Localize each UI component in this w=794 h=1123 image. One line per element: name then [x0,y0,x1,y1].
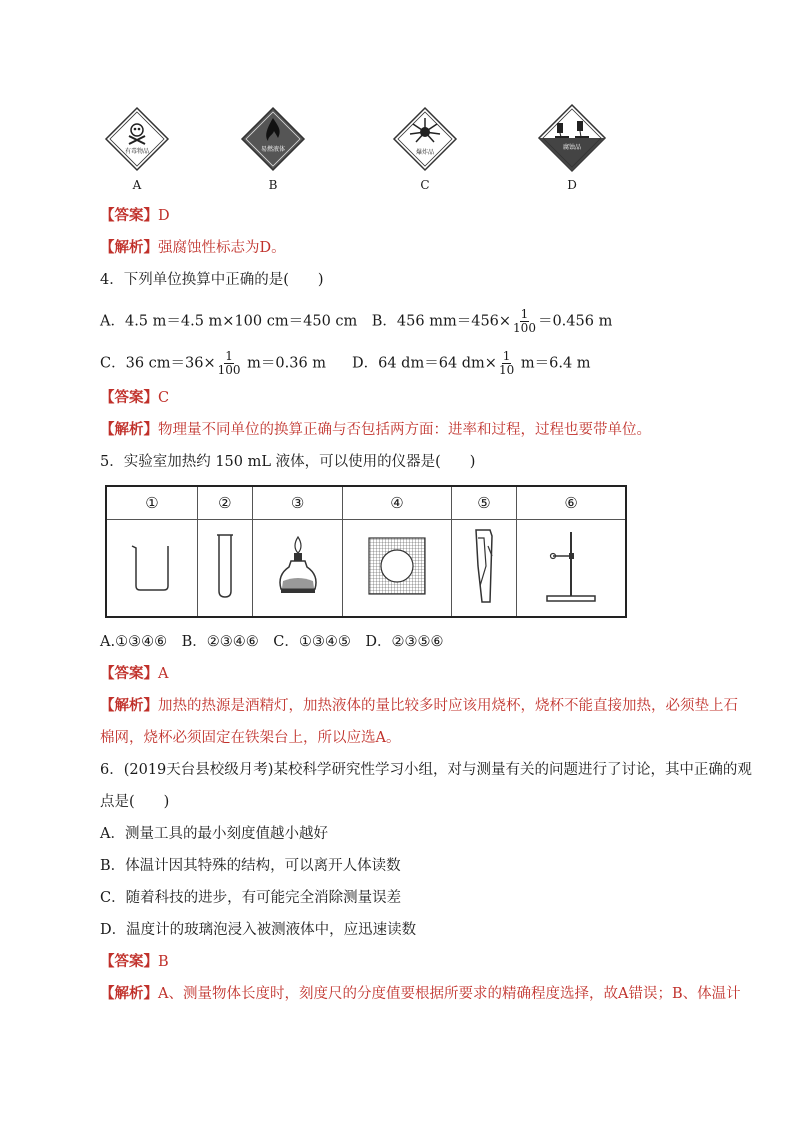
alcohol-lamp-icon [273,531,323,601]
q4-option-c: C．36 cm＝36× $\frac{1}{100}$ m＝0.36 m [100,349,327,377]
instrument-cell [252,520,343,618]
symbol-text: 有毒物品 [124,148,150,155]
q6-option-b: B．体温计因其特殊的结构，可以离开人体读数 [100,858,401,874]
q4-stem: 4．下列单位换算中正确的是( ) [100,272,324,288]
instrument-number: ④ [343,486,451,520]
skull-crossbones-icon [104,106,170,172]
q5-options: A.①③④⑥ B．②③④⑥ C．①③④⑤ D．②③⑤⑥ [100,634,444,650]
q5-stem: 5．实验室加热约 150 mL 液体，可以使用的仪器是( ) [100,454,476,470]
q3-answer: 【答案】D [100,207,170,224]
q6-option-a: A．测量工具的最小刻度值越小越好 [100,826,328,842]
instrument-number: ⑥ [517,486,626,520]
test-tube-clamp-icon [466,526,502,606]
symbol-label-b: B [268,178,278,192]
instrument-table [105,485,627,618]
q6-stem-1: 6．(2019天台县校级月考)某校科学研究性学习小组，对与测量有关的问题进行了讨论，其中正确的观 [100,762,752,778]
q5-analysis-1: 【解析】加热的热源是酒精灯，加热液体的量比较多时应该用烧杯，烧杯不能直接加热，必须垫上石 [100,697,738,714]
q4-answer: 【答案】C [100,389,170,406]
explosion-icon [392,106,458,172]
q6-option-d: D．温度计的玻璃泡浸入被测液体中，应迅速读数 [100,922,417,938]
q6-option-c: C．随着科技的进步，有可能完全消除测量误差 [100,890,402,906]
asbestos-gauze-icon [367,536,427,596]
symbol-label-a: A [132,178,142,192]
iron-stand-icon [541,526,601,606]
symbol-text: 腐蚀品 [562,144,582,151]
symbol-label-c: C [420,178,430,192]
symbol-text: 爆炸品 [415,149,435,156]
q4-analysis: 【解析】物理量不同单位的换算正确与否包括两方面：进率和过程，过程也要带单位。 [100,421,651,438]
q5-analysis-2: 棉网，烧杯必须固定在铁架台上，所以应选A。 [100,730,401,746]
symbol-text: 易燃液体 [260,146,286,153]
flame-icon [240,106,306,172]
instrument-number: ⑤ [451,486,517,520]
q3-analysis: 【解析】强腐蚀性标志为D。 [100,239,286,256]
instrument-cell [106,520,197,618]
q5-answer: 【答案】A [100,665,169,682]
q4-options-ab: A．4.5 m＝4.5 m×100 cm＝450 cm B．456 mm＝456× $\frac{1}{100}$ ＝0.456 m [100,307,613,335]
instrument-cell [197,520,252,618]
instrument-cell [343,520,451,618]
q6-stem-2: 点是( ) [100,794,170,810]
q4-option-d: D．64 dm＝64 dm× $\frac{1}{10}$ m＝6.4 m [352,349,591,377]
corrosion-icon [537,103,607,173]
instrument-number: ① [106,486,197,520]
symbol-label-d: D [567,178,577,192]
instrument-cell [517,520,626,618]
instrument-cell [451,520,517,618]
q6-answer: 【答案】B [100,953,169,970]
instrument-number: ③ [252,486,343,520]
q6-analysis: 【解析】A、测量物体长度时，刻度尺的分度值要根据所要求的精确程度选择，故A错误；B、体温计 [100,985,741,1002]
test-tube-icon [210,531,240,601]
beaker-icon [127,536,177,596]
instrument-number: ② [197,486,252,520]
